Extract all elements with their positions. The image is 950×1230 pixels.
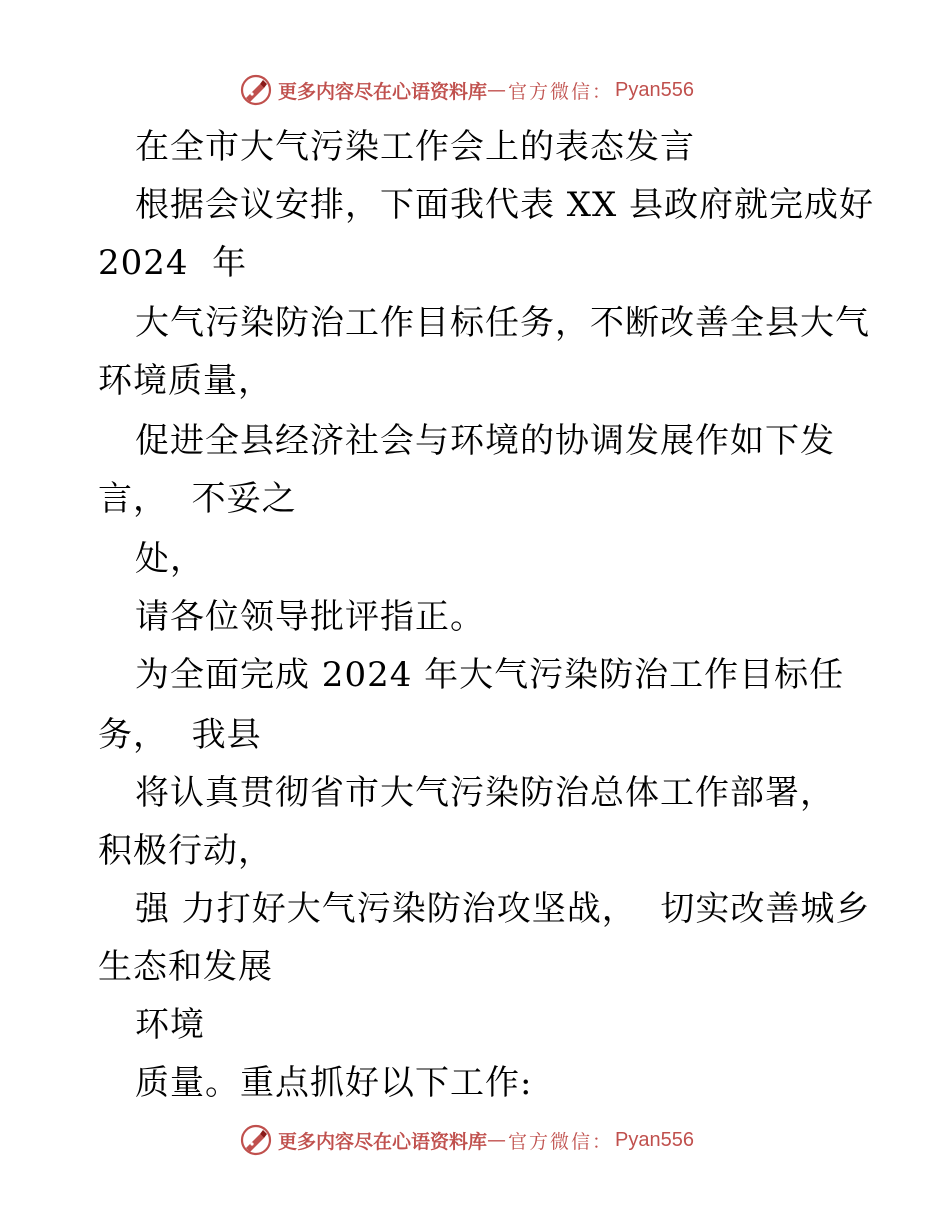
pen-logo-icon: [240, 74, 272, 106]
banner-wechat-id: Pyan556: [615, 78, 694, 101]
text-line: 处，: [135, 539, 205, 579]
text-line: 强 力打好大气污染防治攻坚战， 切实改善城乡: [135, 889, 871, 929]
text-line: 生态和发展: [98, 947, 273, 987]
document-title: 在全市大气污染工作会上的表态发言: [135, 127, 695, 167]
banner-dash: —: [487, 79, 507, 101]
text-line: 环境质量，: [98, 361, 273, 401]
text-line: 根据会议安排，下面我代表 XX 县政府就完成好: [135, 185, 875, 225]
text-line: 将认真贯彻省市大气污染防治总体工作部署，: [135, 773, 835, 813]
banner-wechat-id: Pyan556: [615, 1128, 694, 1151]
text-line: 促进全县经济社会与环境的协调发展作如下发: [135, 421, 835, 461]
text-line: 为全面完成 2024 年大气污染防治工作目标任: [135, 655, 845, 695]
text-line: 积极行动，: [98, 831, 273, 871]
footer-banner: [0, 1120, 950, 1160]
banner-text: 更多内容尽在心语资料库: [278, 80, 488, 103]
text-line: 环境: [135, 1005, 205, 1045]
banner-wechat-label: 官方微信：: [508, 1130, 614, 1153]
header-banner: [0, 70, 950, 110]
text-line: 大气污染防治工作目标任务，不断改善全县大气: [135, 303, 870, 343]
banner-dash: —: [487, 1129, 507, 1151]
text-line: 言， 不妥之: [98, 479, 297, 519]
pen-logo-icon: [240, 1124, 272, 1156]
text-line: 请各位领导批评指正。: [135, 597, 485, 637]
text-line: 务， 我县: [98, 715, 262, 755]
banner-text: 更多内容尽在心语资料库: [278, 1130, 488, 1153]
text-line: 2024 年: [98, 243, 248, 283]
text-line: 质量。重点抓好以下工作:: [135, 1063, 533, 1103]
banner-wechat-label: 官方微信：: [508, 80, 614, 103]
